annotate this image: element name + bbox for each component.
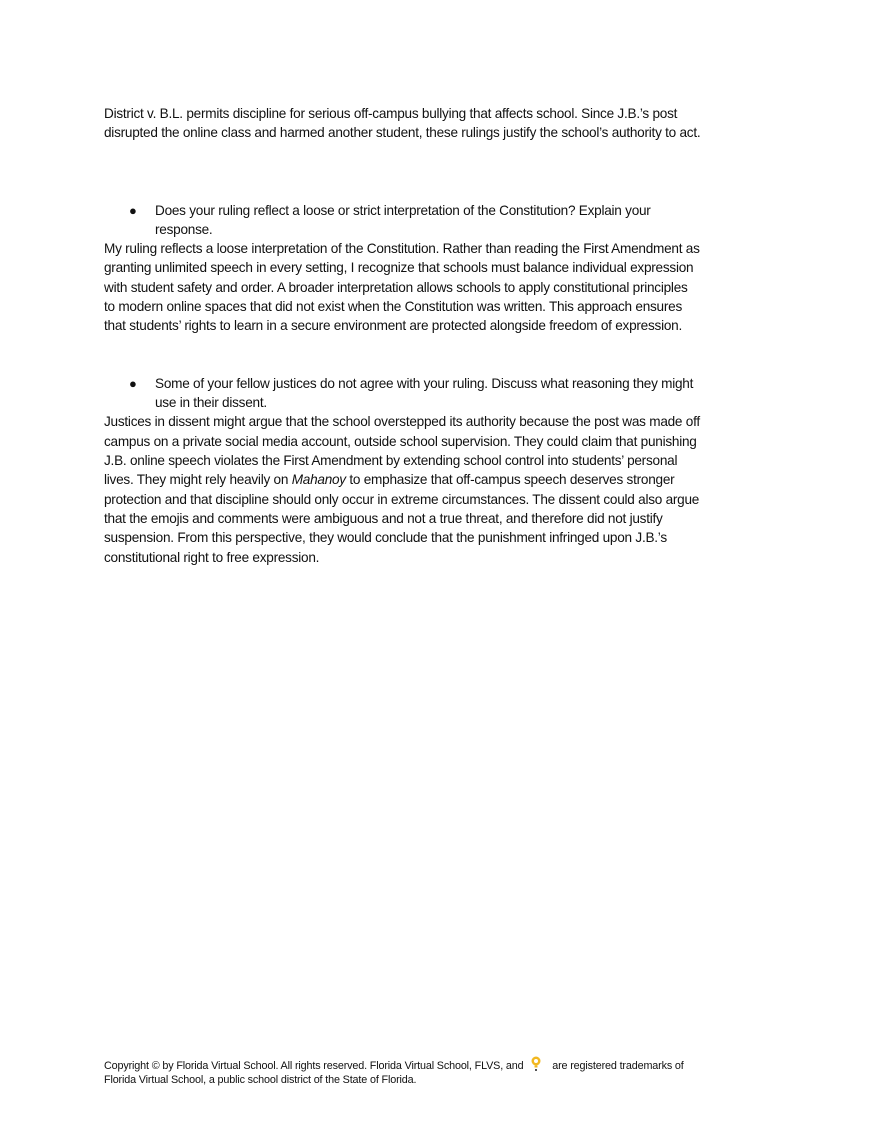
flvs-lightbulb-logo-icon	[529, 1056, 543, 1072]
footer-copyright	[104, 1056, 684, 1073]
answer-line: that students’ rights to learn in a secure environment are protected alongside freedom of expression.	[104, 318, 682, 333]
answer-text: to emphasize that off-campus speech deserves stronger	[345, 472, 675, 487]
bullet-icon: ●	[129, 376, 137, 391]
question-prompt: response.	[155, 222, 213, 237]
footer-text: Florida Virtual School, a public school district of the State of Florida.	[104, 1074, 417, 1086]
answer-line: with student safety and order. A broader interpretation allows schools to apply constitutional principles	[104, 280, 688, 295]
answer-line: granting unlimited speech in every setting, I recognize that schools must balance individual expression	[104, 260, 694, 275]
answer-line	[104, 470, 674, 489]
answer-line: campus on a private social media account, outside school supervision. They could claim that punishing	[104, 434, 697, 449]
answer-line: Justices in dissent might argue that the school overstepped its authority because the post was made off	[104, 414, 700, 429]
question-prompt: Does your ruling reflect a loose or strict interpretation of the Constitution? Explain your	[155, 203, 651, 218]
answer-line: My ruling reflects a loose interpretation of the Constitution. Rather than reading the First Amendment as	[104, 241, 700, 256]
footer-text: are registered trademarks of	[552, 1060, 684, 1072]
answer-text: lives. They might rely heavily on	[104, 472, 292, 487]
answer-line: that the emojis and comments were ambiguous and not a true threat, and therefore did not justify	[104, 511, 663, 526]
bullet-icon: ●	[129, 203, 137, 218]
question-prompt: Some of your fellow justices do not agree with your ruling. Discuss what reasoning they might	[155, 376, 694, 391]
question-prompt: use in their dissent.	[155, 395, 267, 410]
footer-text: Copyright © by Florida Virtual School. All rights reserved. Florida Virtual School, FLVS, and	[104, 1060, 524, 1072]
answer-line: suspension. From this perspective, they would conclude that the punishment infringed upon J.B.’s	[104, 530, 667, 545]
answer-line: constitutional right to free expression.	[104, 550, 320, 565]
intro-line: District v. B.L. permits discipline for serious off-campus bullying that affects school. Since J.B.’s post	[104, 106, 678, 121]
case-name: Mahanoy	[291, 472, 346, 487]
intro-line: disrupted the online class and harmed another student, these rulings justify the school’s authority to act.	[104, 125, 701, 140]
answer-line: to modern online spaces that did not exist when the Constitution was written. This approach ensures	[104, 299, 682, 314]
answer-line: protection and that discipline should only occur in extreme circumstances. The dissent could also argue	[104, 492, 700, 507]
answer-line: J.B. online speech violates the First Amendment by extending school control into students’ personal	[104, 453, 678, 468]
